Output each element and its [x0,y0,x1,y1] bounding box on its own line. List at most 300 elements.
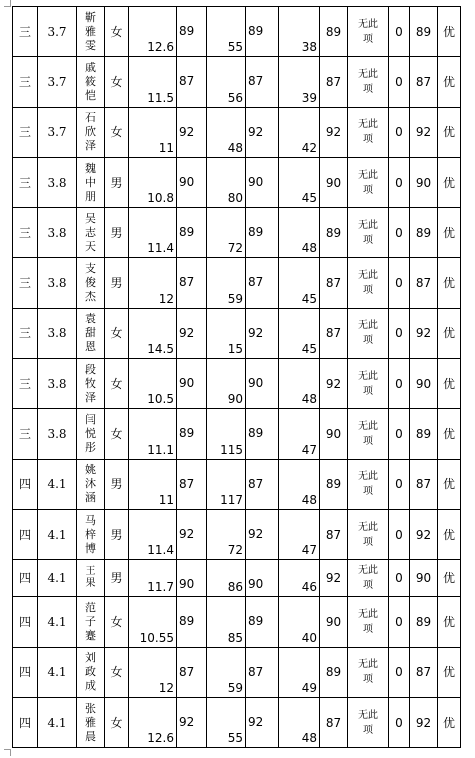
cell-score-f [320,459,348,509]
score-d-text: 87 [248,275,264,290]
cell-remark [348,647,389,697]
table-row [13,157,461,207]
grade-text: 四 [18,715,31,730]
cell-score-f [320,308,348,358]
gender-text: 男 [110,175,123,190]
score-a-text: 10.55 [139,630,174,645]
cell-score-f [320,697,348,747]
cell-score-c [207,697,246,747]
cell-score-f [320,57,348,107]
cell-remark [348,208,389,258]
student-name-text: 靳雅雯 [85,10,96,52]
student-name-text: 马梓博 [85,513,96,555]
cell-score-g [389,57,410,107]
cell-score-a [129,647,177,697]
score-f-text: 87 [325,326,342,341]
cell-remark [348,509,389,559]
score-c-text: 85 [227,630,243,645]
cell-score-b [177,647,207,697]
grade-text: 三 [18,175,31,190]
cell-score-e [279,697,320,747]
student-name-text: 袁甜恩 [85,312,96,354]
score-b-text: 92 [179,714,195,729]
total-text: 87 [415,276,432,291]
score-e-text: 45 [301,191,317,206]
score-d-text: 87 [248,476,264,491]
cell-score-c [207,107,246,157]
cell-score-c [207,509,246,559]
cell-total [410,409,438,459]
cell-total [410,647,438,697]
gender-text: 男 [110,527,123,542]
score-c-text: 59 [227,291,243,306]
score-g-text: 0 [395,527,403,542]
score-b-text: 92 [179,526,195,541]
cell-remark [348,157,389,207]
score-d-text: 92 [248,526,264,541]
cell-score-f [320,208,348,258]
level-text: 优 [442,477,455,492]
level-text: 优 [442,665,455,680]
score-c-text: 72 [227,241,243,256]
score-c-text: 15 [227,342,243,357]
score-b-text: 90 [179,376,195,391]
cell-score-g [389,208,410,258]
cell-score-b [177,509,207,559]
remark-text: 无此项 [358,471,378,498]
score-g-text: 0 [395,715,403,730]
cell-total [410,57,438,107]
remark-text: 无此项 [358,219,378,246]
cell-student-name [77,308,105,358]
class-no-text: 4.1 [47,614,67,629]
score-f-text: 87 [325,527,342,542]
total-text: 89 [415,24,432,39]
total-text: 87 [415,74,432,89]
cell-gender [105,258,129,308]
cell-remark [348,57,389,107]
cell-grade [13,258,38,308]
score-c-text: 72 [227,543,243,558]
gender-text: 男 [110,477,123,492]
remark-text: 无此项 [358,709,378,736]
cell-score-c [207,647,246,697]
table-row [13,459,461,509]
total-text: 92 [415,527,432,542]
score-a-text: 11.1 [147,442,174,457]
cell-total [410,697,438,747]
cell-score-d [246,57,279,107]
score-f-text: 90 [325,175,342,190]
cell-class-no [38,560,77,597]
cell-grade [13,208,38,258]
cell-score-e [279,107,320,157]
score-c-text: 55 [227,731,243,746]
remark-text: 无此项 [358,608,378,635]
cell-score-b [177,157,207,207]
score-a-text: 12 [158,680,174,695]
cell-score-e [279,647,320,697]
cell-gender [105,560,129,597]
student-name-text: 张雅晨 [85,701,96,743]
cell-total [410,157,438,207]
cell-student-name [77,509,105,559]
level-text: 优 [442,74,455,89]
total-text: 87 [415,477,432,492]
cell-class-no [38,208,77,258]
remark-text: 无此项 [358,370,378,397]
cell-score-g [389,597,410,647]
cell-score-c [207,157,246,207]
cell-score-e [279,509,320,559]
score-b-text: 90 [179,577,195,592]
grade-text: 四 [18,477,31,492]
gender-text: 女 [110,24,123,39]
student-name-text: 刘政成 [85,651,96,693]
cell-score-e [279,409,320,459]
cell-grade [13,647,38,697]
cell-class-no [38,57,77,107]
cell-score-b [177,258,207,308]
cell-remark [348,359,389,409]
table-row [13,107,461,157]
cell-student-name [77,208,105,258]
cell-total [410,560,438,597]
table-row [13,597,461,647]
score-a-text: 10.5 [147,392,174,407]
cell-score-g [389,560,410,597]
cell-grade [13,509,38,559]
cell-score-d [246,597,279,647]
table-row [13,308,461,358]
cell-score-a [129,258,177,308]
cell-grade [13,409,38,459]
grade-text: 四 [18,614,31,629]
cell-score-b [177,308,207,358]
student-name-text: 支俊杰 [85,262,96,304]
cell-score-a [129,597,177,647]
level-text: 优 [442,326,455,341]
cell-grade [13,107,38,157]
score-b-text: 89 [179,426,195,441]
cell-score-f [320,409,348,459]
table-row [13,208,461,258]
cell-score-b [177,409,207,459]
grade-text: 三 [18,125,31,140]
level-text: 优 [442,276,455,291]
cell-gender [105,359,129,409]
cell-score-a [129,359,177,409]
student-name-text: 姚沐涵 [85,463,96,505]
cell-total [410,359,438,409]
cell-remark [348,308,389,358]
cell-score-f [320,258,348,308]
cell-level [438,208,461,258]
score-d-text: 90 [248,376,264,391]
score-e-text: 48 [301,241,317,256]
score-c-text: 48 [227,140,243,155]
cell-score-e [279,560,320,597]
cell-total [410,509,438,559]
score-f-text: 87 [325,715,342,730]
cell-score-c [207,308,246,358]
cell-gender [105,409,129,459]
cell-grade [13,57,38,107]
cell-score-f [320,359,348,409]
cell-level [438,560,461,597]
cell-score-b [177,359,207,409]
score-a-text: 14.5 [147,342,174,357]
score-e-text: 42 [301,140,317,155]
cell-gender [105,308,129,358]
table-row [13,647,461,697]
score-b-text: 90 [179,174,195,189]
score-b-text: 89 [179,24,195,38]
grade-text: 四 [18,571,31,586]
cell-score-c [207,258,246,308]
gender-text: 女 [110,665,123,680]
remark-text: 无此项 [358,421,378,448]
cell-score-g [389,157,410,207]
cell-score-d [246,7,279,57]
student-name-text: 王果 [85,566,96,590]
score-e-text: 47 [301,442,317,457]
cell-score-f [320,560,348,597]
grade-text: 四 [18,527,31,542]
level-text: 优 [442,571,455,586]
class-no-text: 3.8 [47,376,67,391]
total-text: 90 [415,376,432,391]
cell-score-g [389,647,410,697]
cell-class-no [38,647,77,697]
cell-grade [13,560,38,597]
cell-level [438,459,461,509]
remark-text: 无此项 [358,18,378,45]
cell-score-b [177,597,207,647]
score-f-text: 89 [325,225,342,240]
score-f-text: 89 [325,477,342,492]
student-name-text: 吴志天 [85,211,96,253]
gender-text: 男 [110,276,123,291]
cell-remark [348,459,389,509]
score-c-text: 80 [227,191,243,206]
cell-gender [105,57,129,107]
cell-level [438,647,461,697]
cell-score-g [389,7,410,57]
score-a-text: 11 [158,140,174,155]
cell-score-e [279,597,320,647]
cell-score-a [129,560,177,597]
score-c-text: 115 [220,442,243,457]
cell-score-d [246,308,279,358]
cell-score-b [177,560,207,597]
grade-text: 三 [18,24,31,39]
student-name-text: 魏中朋 [85,161,96,203]
cell-level [438,509,461,559]
cell-class-no [38,258,77,308]
score-c-text: 59 [227,680,243,695]
table-row [13,509,461,559]
score-d-text: 90 [248,577,264,592]
cell-student-name [77,359,105,409]
cell-score-g [389,459,410,509]
cell-score-e [279,7,320,57]
cell-remark [348,107,389,157]
score-g-text: 0 [395,276,403,291]
score-d-text: 87 [248,74,264,89]
score-f-text: 90 [325,427,342,442]
cell-class-no [38,697,77,747]
cell-grade [13,459,38,509]
score-g-text: 0 [395,571,403,586]
score-c-text: 56 [227,90,243,105]
class-no-text: 3.8 [47,326,67,341]
student-name-text: 段牧泽 [85,362,96,404]
score-a-text: 11 [158,492,174,507]
score-b-text: 92 [179,325,195,340]
score-a-text: 11.7 [147,580,174,595]
total-text: 92 [415,715,432,730]
cell-class-no [38,308,77,358]
table-row [13,258,461,308]
remark-text: 无此项 [358,119,378,146]
cell-score-a [129,697,177,747]
table-row [13,359,461,409]
cell-score-d [246,697,279,747]
cell-score-a [129,509,177,559]
cell-class-no [38,157,77,207]
cell-grade [13,7,38,57]
score-b-text: 87 [179,476,195,491]
cell-score-f [320,7,348,57]
class-no-text: 4.1 [47,527,67,542]
grade-text: 三 [18,276,31,291]
total-text: 90 [415,571,432,586]
score-a-text: 11.4 [147,241,174,256]
score-b-text: 87 [179,664,195,679]
cell-level [438,359,461,409]
score-d-text: 89 [248,24,264,38]
cell-score-a [129,308,177,358]
remark-text: 无此项 [358,270,378,297]
score-e-text: 38 [301,40,317,55]
cell-score-g [389,359,410,409]
cell-student-name [77,560,105,597]
score-d-text: 89 [248,225,264,240]
cell-score-c [207,359,246,409]
cell-score-g [389,409,410,459]
cell-score-c [207,7,246,57]
cell-student-name [77,7,105,57]
cell-level [438,157,461,207]
score-a-text: 12.6 [147,731,174,746]
cell-grade [13,697,38,747]
remark-text: 无此项 [358,320,378,347]
cell-student-name [77,697,105,747]
class-no-text: 4.1 [47,571,67,586]
class-no-text: 4.1 [47,477,67,492]
gender-text: 男 [110,225,123,240]
cell-score-e [279,359,320,409]
cell-total [410,597,438,647]
score-d-text: 92 [248,714,264,729]
score-g-text: 0 [395,376,403,391]
cell-gender [105,208,129,258]
level-text: 优 [442,125,455,140]
class-no-text: 3.7 [47,125,67,140]
cell-score-e [279,258,320,308]
corner-mark-top [4,0,11,7]
cell-score-b [177,57,207,107]
cell-score-a [129,57,177,107]
score-table [12,6,461,748]
cell-score-b [177,7,207,57]
cell-class-no [38,509,77,559]
cell-score-b [177,459,207,509]
class-no-text: 3.8 [47,276,67,291]
cell-score-b [177,697,207,747]
score-f-text: 89 [325,665,342,680]
remark-text: 无此项 [358,169,378,196]
cell-gender [105,107,129,157]
cell-total [410,308,438,358]
score-f-text: 89 [325,24,342,39]
remark-text: 无此项 [358,521,378,548]
cell-class-no [38,409,77,459]
cell-score-a [129,107,177,157]
level-text: 优 [442,527,455,542]
score-b-text: 89 [179,614,195,629]
cell-score-e [279,459,320,509]
score-f-text: 92 [325,125,342,140]
cell-score-f [320,107,348,157]
cell-level [438,308,461,358]
score-a-text: 12.6 [147,40,174,55]
cell-score-g [389,308,410,358]
gender-text: 男 [110,571,123,586]
class-no-text: 3.8 [47,427,67,442]
cell-score-b [177,107,207,157]
grade-text: 三 [18,74,31,89]
cell-score-g [389,697,410,747]
score-g-text: 0 [395,614,403,629]
class-no-text: 3.7 [47,24,67,39]
table-row [13,7,461,57]
score-c-text: 90 [227,392,243,407]
level-text: 优 [442,614,455,629]
cell-student-name [77,409,105,459]
cell-score-d [246,647,279,697]
level-text: 优 [442,427,455,442]
gender-text: 女 [110,326,123,341]
total-text: 92 [415,326,432,341]
score-d-text: 90 [248,174,264,189]
cell-remark [348,409,389,459]
score-d-text: 89 [248,614,264,629]
cell-grade [13,157,38,207]
score-e-text: 45 [301,291,317,306]
cell-score-b [177,208,207,258]
score-f-text: 87 [325,74,342,89]
cell-score-a [129,7,177,57]
student-name-text: 石欣泽 [85,111,96,153]
score-g-text: 0 [395,665,403,680]
score-e-text: 40 [301,630,317,645]
score-a-text: 11.4 [147,543,174,558]
cell-level [438,597,461,647]
cell-score-d [246,157,279,207]
score-e-text: 47 [301,543,317,558]
